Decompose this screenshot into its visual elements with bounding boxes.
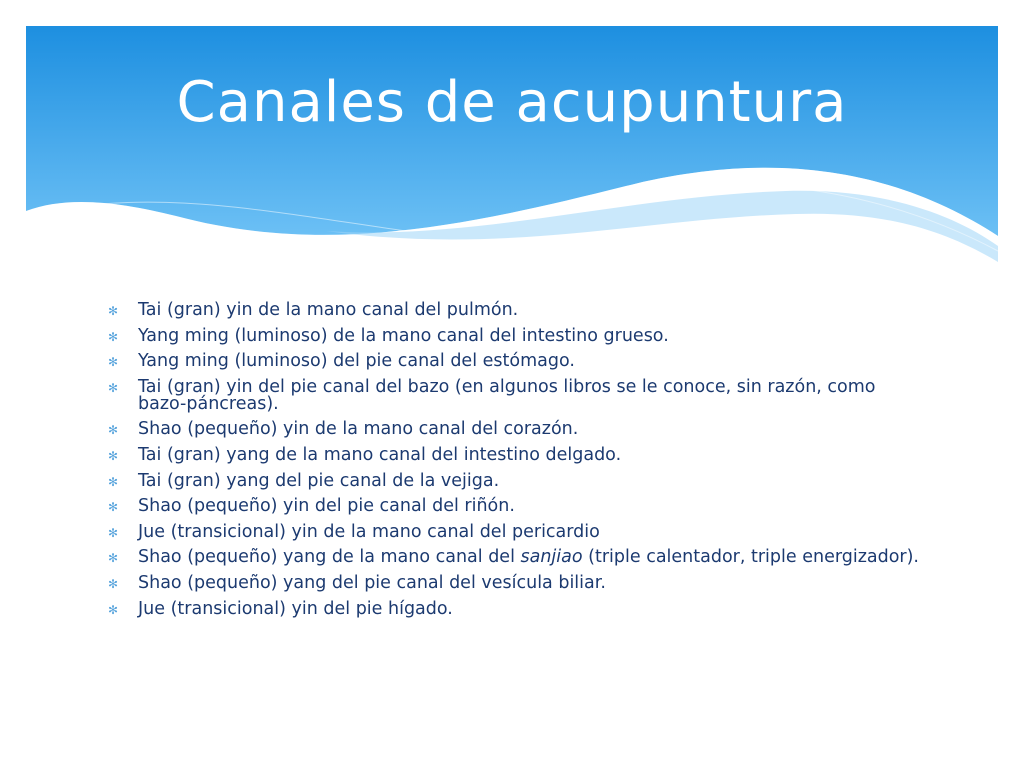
list-item-text: Shao (pequeño) yin del pie canal del riñón. — [138, 496, 515, 517]
list-item — [104, 302, 924, 319]
asterisk-icon: ✻ — [108, 329, 119, 344]
list-item-text: Tai (gran) yin del pie canal del bazo (en algunos libros se le conoce, sin razón, como bazo-páncreas). — [138, 376, 876, 414]
asterisk-icon: ✻ — [108, 551, 119, 566]
list-item — [104, 353, 924, 370]
list-item-text: Yang ming (luminoso) del pie canal del estómago. — [138, 351, 575, 372]
list-item-text: Tai (gran) yang de la mano canal del intestino delgado. — [138, 444, 622, 465]
list-item-text-italic: sanjiao — [520, 547, 583, 568]
asterisk-icon: ✻ — [108, 355, 119, 370]
list-item — [104, 470, 924, 491]
title-banner — [26, 26, 998, 288]
list-item-text-before: Shao (pequeño) yang de la mano canal del — [138, 547, 521, 568]
list-item-text: Jue (transicional) yin de la mano canal del pericardio — [138, 521, 600, 542]
list-item-text: Shao (pequeño) yin de la mano canal del corazón. — [138, 419, 579, 440]
page-title: Canales de acupuntura — [176, 70, 848, 135]
list-item-text: Jue (transicional) yin del pie hígado. — [138, 598, 453, 619]
list-item — [104, 325, 924, 346]
asterisk-icon: ✻ — [108, 380, 119, 395]
list-item — [104, 521, 924, 542]
list-item — [104, 421, 924, 438]
list-item — [104, 598, 924, 619]
list-item — [104, 572, 924, 593]
list-item-text: Yang ming (luminoso) de la mano canal del intestino grueso. — [138, 325, 669, 346]
bullet-list-container — [104, 302, 924, 626]
asterisk-icon: ✻ — [108, 525, 119, 540]
asterisk-icon: ✻ — [108, 576, 119, 591]
asterisk-icon: ✻ — [108, 304, 119, 318]
asterisk-icon: ✻ — [108, 602, 119, 617]
asterisk-icon: ✻ — [108, 500, 119, 515]
list-item-text: Tai (gran) yang del pie canal de la vejiga. — [138, 470, 500, 491]
asterisk-icon: ✻ — [108, 474, 119, 489]
asterisk-icon: ✻ — [108, 423, 119, 438]
list-item — [104, 549, 924, 566]
bullet-list — [104, 302, 924, 618]
asterisk-icon: ✻ — [108, 448, 119, 463]
list-item-text: Shao (pequeño) yang del pie canal del vesícula biliar. — [138, 572, 606, 593]
list-item-text-after: (triple calentador, triple energizador). — [582, 547, 919, 568]
list-item — [104, 498, 924, 515]
list-item — [104, 444, 924, 465]
wave-banner-graphic — [26, 26, 998, 288]
list-item — [104, 376, 924, 414]
list-item-text: Tai (gran) yin de la mano canal del pulmón. — [138, 300, 519, 320]
